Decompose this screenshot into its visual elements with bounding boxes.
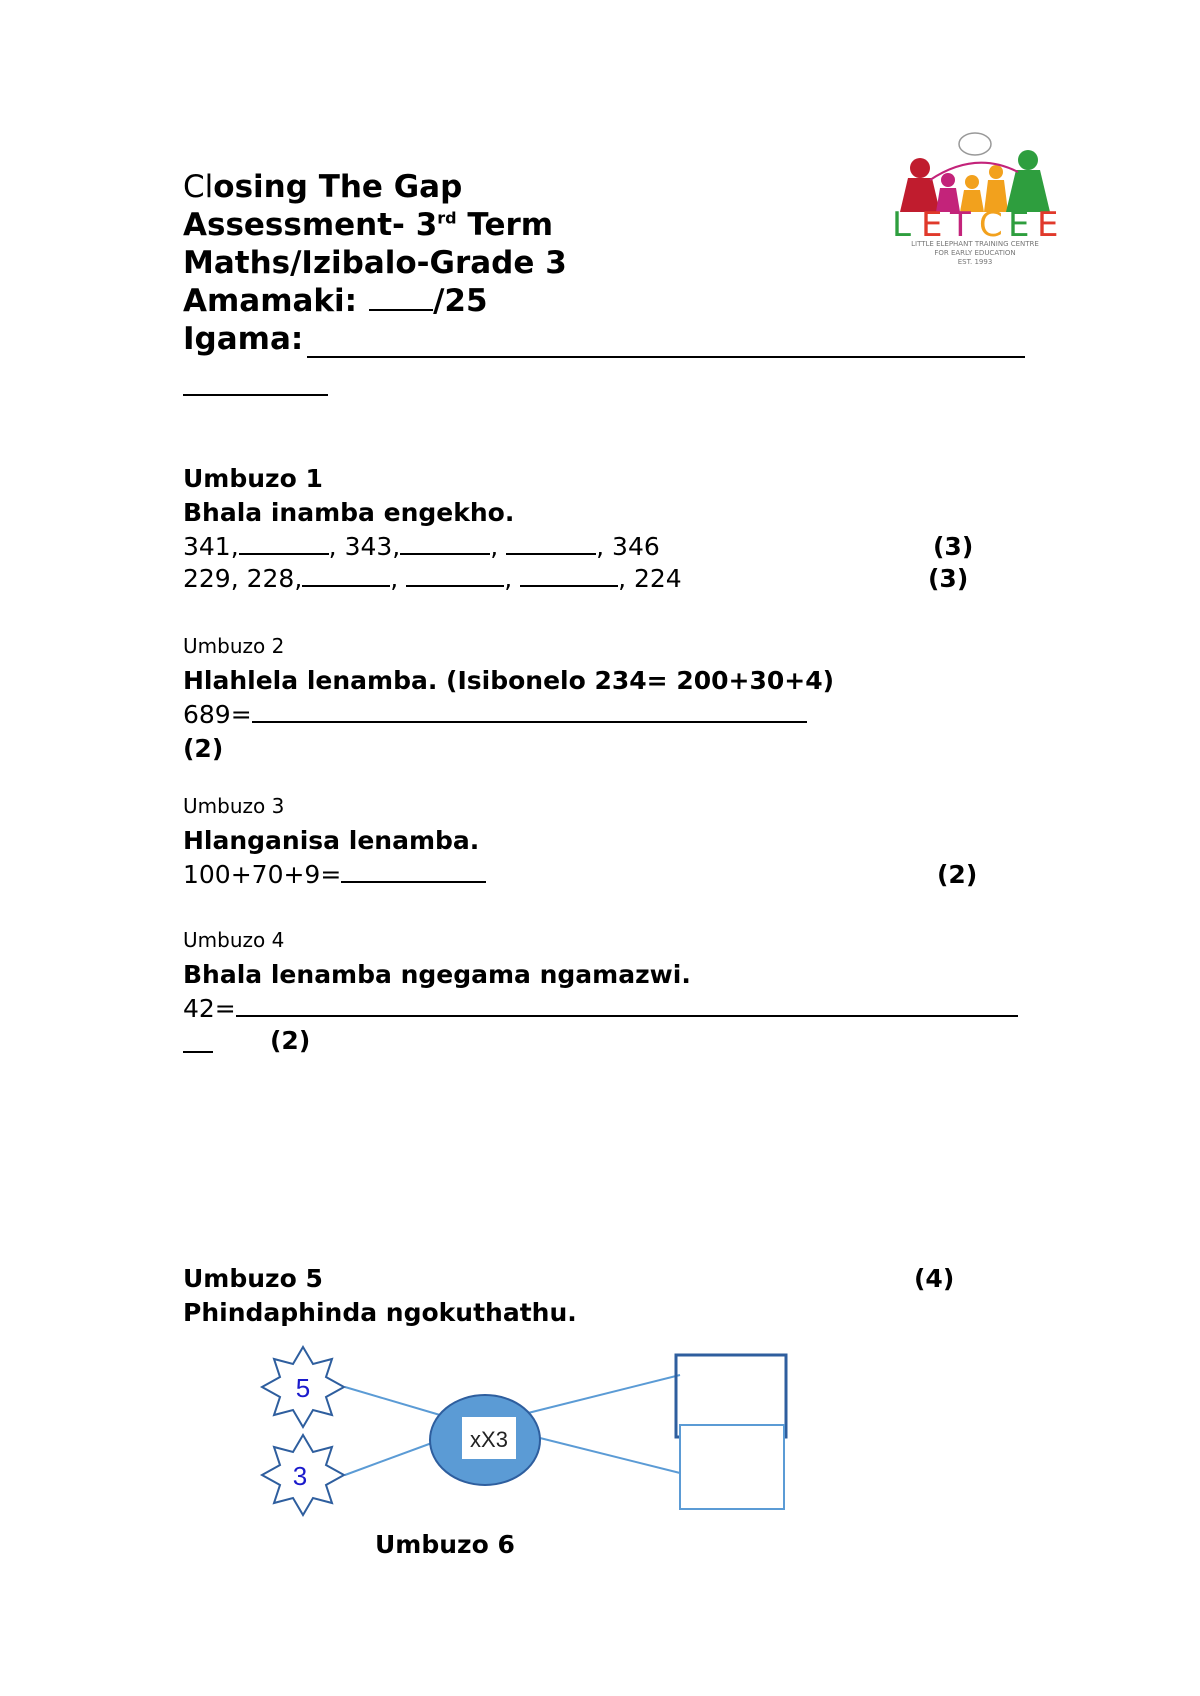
q1-instruction: Bhala inamba engekho. <box>183 498 515 527</box>
operator-label: xX3 <box>470 1427 508 1452</box>
q1-row-1-marks: (3) <box>933 532 974 561</box>
connector-oval-box1 <box>528 1375 680 1413</box>
q1-blank-2[interactable] <box>400 533 490 555</box>
marks-row: Amamaki: /25 <box>183 283 488 319</box>
marks-blank[interactable] <box>369 287 433 311</box>
multiplication-diagram <box>240 1335 800 1535</box>
name-line[interactable] <box>307 356 1025 358</box>
connector-star2-oval <box>345 1440 440 1475</box>
q4-heading: Umbuzo 4 <box>183 928 285 952</box>
assessment-term: Assessment- 3rd Term <box>183 207 554 243</box>
connector-star1-oval <box>345 1387 440 1415</box>
q2-expression: 689= <box>183 700 807 729</box>
q1-blank-4[interactable] <box>302 565 390 587</box>
q1-row-2: 229, 228, , , , 224 <box>183 564 682 593</box>
q5-heading: Umbuzo 5 <box>183 1264 323 1293</box>
document-title: Closing The Gap <box>183 169 463 205</box>
q1-row-1: 341, , 343, , , 346 <box>183 532 660 561</box>
q6-heading: Umbuzo 6 <box>375 1530 515 1559</box>
q4-marks: (2) <box>270 1026 311 1055</box>
connector-oval-box2 <box>528 1435 680 1473</box>
q1-blank-3[interactable] <box>506 533 596 555</box>
q5-instruction: Phindaphinda ngokuthathu. <box>183 1298 577 1327</box>
logo-letter: T <box>950 205 971 245</box>
q4-instruction: Bhala lenamba ngegama ngamazwi. <box>183 960 691 989</box>
q1-blank-1[interactable] <box>239 533 329 555</box>
star-2-number: 3 <box>292 1461 308 1491</box>
logo-letter: E <box>1008 205 1030 245</box>
q2-instruction: Hlahlela lenamba. (Isibonelo 234= 200+30+4) <box>183 666 835 695</box>
logo-subtitle-2: FOR EARLY EDUCATION <box>934 249 1016 257</box>
logo-subtitle-1: LITTLE ELEPHANT TRAINING CENTRE <box>911 240 1039 248</box>
q1-heading: Umbuzo 1 <box>183 464 323 493</box>
subject-grade: Maths/Izibalo-Grade 3 <box>183 245 567 281</box>
q2-marks: (2) <box>183 734 224 763</box>
q2-heading: Umbuzo 2 <box>183 634 285 658</box>
q3-answer-line[interactable] <box>341 861 486 883</box>
q5-marks: (4) <box>914 1264 955 1293</box>
q3-marks: (2) <box>937 860 978 889</box>
letcee-logo <box>880 130 1070 275</box>
logo-letter: E <box>1037 205 1059 245</box>
q3-instruction: Hlanganisa lenamba. <box>183 826 480 855</box>
q1-row-2-marks: (3) <box>928 564 969 593</box>
name-line-continued[interactable] <box>183 394 328 396</box>
logo-letter: E <box>921 205 943 245</box>
q2-answer-line[interactable] <box>252 701 807 723</box>
q4-expression: 42= <box>183 994 1018 1023</box>
q1-blank-5[interactable] <box>406 565 504 587</box>
q1-blank-6[interactable] <box>520 565 618 587</box>
q4-answer-line-continued[interactable] <box>183 1051 213 1053</box>
answer-box-2[interactable] <box>680 1425 784 1509</box>
children-figures-icon <box>900 150 1050 212</box>
q3-heading: Umbuzo 3 <box>183 794 285 818</box>
logo-letter: L <box>892 205 911 245</box>
name-label: Igama: <box>183 321 304 357</box>
q4-answer-line[interactable] <box>236 995 1018 1017</box>
star-1-number: 5 <box>295 1373 311 1403</box>
q3-expression: 100+70+9= <box>183 860 486 889</box>
logo-est: EST. 1993 <box>957 258 993 266</box>
logo-letter: C <box>979 205 1003 245</box>
